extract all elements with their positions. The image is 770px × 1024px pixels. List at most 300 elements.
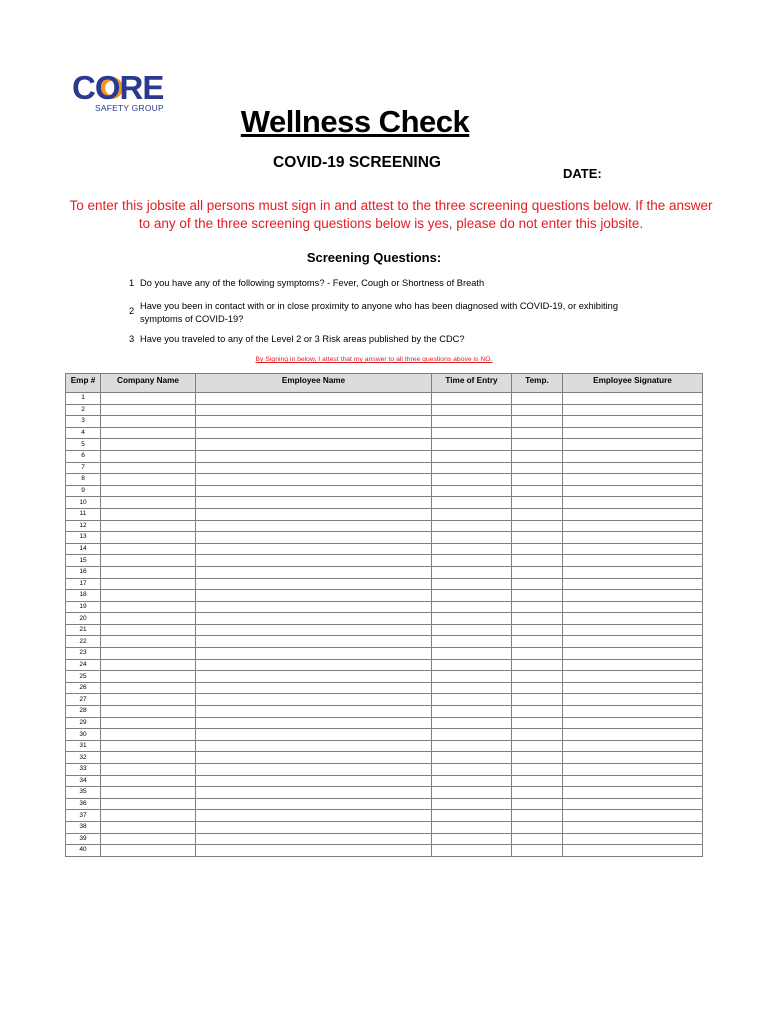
temp-cell[interactable] [512, 508, 563, 520]
signature-cell[interactable] [563, 775, 703, 787]
time-of-entry-cell[interactable] [432, 601, 512, 613]
employee-name-cell[interactable] [196, 821, 432, 833]
emp-number-cell: 24 [66, 659, 101, 671]
emp-number-cell: 13 [66, 532, 101, 544]
temp-cell[interactable] [512, 845, 563, 857]
signature-cell[interactable] [563, 439, 703, 451]
entry-notice-line-2: to any of the three screening questions below is yes, please do not enter this jobsite. [138, 216, 644, 231]
company-name-cell[interactable] [101, 613, 196, 625]
company-name-cell[interactable] [101, 671, 196, 683]
emp-number-cell: 33 [66, 764, 101, 776]
temp-cell[interactable] [512, 636, 563, 648]
time-of-entry-cell[interactable] [432, 740, 512, 752]
emp-number-cell: 39 [66, 833, 101, 845]
employee-name-cell[interactable] [196, 845, 432, 857]
emp-number-cell: 31 [66, 740, 101, 752]
signature-cell[interactable] [563, 404, 703, 416]
employee-name-cell[interactable] [196, 833, 432, 845]
employee-name-cell[interactable] [196, 404, 432, 416]
emp-number-cell: 25 [66, 671, 101, 683]
time-of-entry-cell[interactable] [432, 752, 512, 764]
table-row [66, 404, 703, 416]
temp-cell[interactable] [512, 566, 563, 578]
temp-cell[interactable] [512, 450, 563, 462]
temp-cell[interactable] [512, 601, 563, 613]
temp-cell[interactable] [512, 578, 563, 590]
table-row [66, 439, 703, 451]
employee-name-cell[interactable] [196, 787, 432, 799]
company-name-cell[interactable] [101, 462, 196, 474]
table-row [66, 798, 703, 810]
employee-name-cell[interactable] [196, 775, 432, 787]
table-row [66, 485, 703, 497]
emp-number-cell: 11 [66, 508, 101, 520]
signature-cell[interactable] [563, 613, 703, 625]
employee-name-cell[interactable] [196, 520, 432, 532]
question-text: Have you been in contact with or in close proximity to anyone who has been diagnosed with COVID-19, or exhibiting symptoms of COVID-19? [140, 301, 619, 324]
emp-number-cell: 28 [66, 706, 101, 718]
time-of-entry-cell[interactable] [432, 543, 512, 555]
time-of-entry-cell[interactable] [432, 508, 512, 520]
company-name-cell[interactable] [101, 485, 196, 497]
signature-cell[interactable] [563, 740, 703, 752]
table-row [66, 462, 703, 474]
company-name-cell[interactable] [101, 833, 196, 845]
page-title: Wellness Check [240, 104, 470, 139]
employee-name-cell[interactable] [196, 810, 432, 822]
temp-cell[interactable] [512, 474, 563, 486]
signature-cell[interactable] [563, 798, 703, 810]
table-row [66, 474, 703, 486]
time-of-entry-cell[interactable] [432, 404, 512, 416]
table-row [66, 508, 703, 520]
table-row [66, 601, 703, 613]
signature-cell[interactable] [563, 717, 703, 729]
signature-cell[interactable] [563, 520, 703, 532]
employee-name-cell[interactable] [196, 543, 432, 555]
signature-cell[interactable] [563, 543, 703, 555]
employee-name-cell[interactable] [196, 682, 432, 694]
employee-name-cell[interactable] [196, 555, 432, 567]
employee-name-cell[interactable] [196, 717, 432, 729]
time-of-entry-cell[interactable] [432, 798, 512, 810]
column-header-time-of-entry: Time of Entry [432, 374, 512, 393]
emp-number-cell: 18 [66, 590, 101, 602]
company-name-cell[interactable] [101, 508, 196, 520]
employee-name-cell[interactable] [196, 590, 432, 602]
company-name-cell[interactable] [101, 624, 196, 636]
emp-number-cell: 20 [66, 613, 101, 625]
emp-number-cell: 2 [66, 404, 101, 416]
temp-cell[interactable] [512, 798, 563, 810]
signature-cell[interactable] [563, 682, 703, 694]
employee-name-cell[interactable] [196, 578, 432, 590]
time-of-entry-cell[interactable] [432, 520, 512, 532]
page-subtitle: COVID-19 SCREENING [273, 154, 441, 171]
table-row [66, 810, 703, 822]
employee-name-cell[interactable] [196, 636, 432, 648]
emp-number-cell: 12 [66, 520, 101, 532]
temp-cell[interactable] [512, 427, 563, 439]
table-row [66, 555, 703, 567]
signature-cell[interactable] [563, 764, 703, 776]
emp-number-cell: 30 [66, 729, 101, 741]
table-row [66, 566, 703, 578]
column-header-company-name: Company Name [101, 374, 196, 393]
table-row [66, 636, 703, 648]
signature-cell[interactable] [563, 508, 703, 520]
table-row [66, 520, 703, 532]
question-number: 1 [129, 278, 135, 288]
table-row [66, 682, 703, 694]
table-row [66, 740, 703, 752]
time-of-entry-cell[interactable] [432, 427, 512, 439]
table-row [66, 393, 703, 405]
company-name-cell[interactable] [101, 659, 196, 671]
emp-number-cell: 17 [66, 578, 101, 590]
signature-cell[interactable] [563, 601, 703, 613]
temp-cell[interactable] [512, 659, 563, 671]
temp-cell[interactable] [512, 624, 563, 636]
signature-cell[interactable] [563, 694, 703, 706]
temp-cell[interactable] [512, 648, 563, 660]
time-of-entry-cell[interactable] [432, 485, 512, 497]
employee-name-cell[interactable] [196, 740, 432, 752]
employee-name-cell[interactable] [196, 752, 432, 764]
company-name-cell[interactable] [101, 532, 196, 544]
emp-number-cell: 40 [66, 845, 101, 857]
signature-cell[interactable] [563, 787, 703, 799]
employee-name-cell[interactable] [196, 508, 432, 520]
emp-number-cell: 29 [66, 717, 101, 729]
screening-heading: Screening Questions: [306, 250, 442, 265]
question-text: Do you have any of the following symptoms? - Fever, Cough or Shortness of Breath [140, 278, 485, 288]
temp-cell[interactable] [512, 833, 563, 845]
signature-cell[interactable] [563, 845, 703, 857]
employee-name-cell[interactable] [196, 532, 432, 544]
employee-name-cell[interactable] [196, 439, 432, 451]
employee-name-cell[interactable] [196, 729, 432, 741]
time-of-entry-cell[interactable] [432, 706, 512, 718]
employee-name-cell[interactable] [196, 462, 432, 474]
emp-number-cell: 36 [66, 798, 101, 810]
time-of-entry-cell[interactable] [432, 474, 512, 486]
table-row [66, 717, 703, 729]
signature-cell[interactable] [563, 706, 703, 718]
signature-cell[interactable] [563, 450, 703, 462]
time-of-entry-cell[interactable] [432, 833, 512, 845]
temp-cell[interactable] [512, 810, 563, 822]
company-name-cell[interactable] [101, 555, 196, 567]
company-name-cell[interactable] [101, 416, 196, 428]
company-name-cell[interactable] [101, 590, 196, 602]
temp-cell[interactable] [512, 706, 563, 718]
temp-cell[interactable] [512, 555, 563, 567]
time-of-entry-cell[interactable] [432, 671, 512, 683]
emp-number-cell: 37 [66, 810, 101, 822]
employee-name-cell[interactable] [196, 764, 432, 776]
employee-name-cell[interactable] [196, 393, 432, 405]
company-name-cell[interactable] [101, 474, 196, 486]
signature-cell[interactable] [563, 555, 703, 567]
employee-name-cell[interactable] [196, 485, 432, 497]
temp-cell[interactable] [512, 740, 563, 752]
signature-cell[interactable] [563, 833, 703, 845]
table-row [66, 543, 703, 555]
column-header-temp: Temp. [512, 374, 563, 393]
employee-name-cell[interactable] [196, 450, 432, 462]
entry-notice-line-1: To enter this jobsite all persons must sign in and attest to the three screening questions below. If the answer [69, 198, 713, 213]
temp-cell[interactable] [512, 416, 563, 428]
company-name-cell[interactable] [101, 578, 196, 590]
table-row [66, 427, 703, 439]
signature-cell[interactable] [563, 590, 703, 602]
emp-number-cell: 10 [66, 497, 101, 509]
time-of-entry-cell[interactable] [432, 810, 512, 822]
employee-name-cell[interactable] [196, 798, 432, 810]
signature-cell[interactable] [563, 624, 703, 636]
temp-cell[interactable] [512, 497, 563, 509]
entry-notice [40, 197, 742, 233]
question-number: 2 [129, 306, 135, 316]
table-row [66, 764, 703, 776]
table-row [66, 729, 703, 741]
company-name-cell[interactable] [101, 648, 196, 660]
temp-cell[interactable] [512, 821, 563, 833]
temp-cell[interactable] [512, 717, 563, 729]
emp-number-cell: 21 [66, 624, 101, 636]
table-row [66, 613, 703, 625]
temp-cell[interactable] [512, 543, 563, 555]
company-name-cell[interactable] [101, 717, 196, 729]
time-of-entry-cell[interactable] [432, 462, 512, 474]
time-of-entry-cell[interactable] [432, 787, 512, 799]
company-name-cell[interactable] [101, 706, 196, 718]
signature-cell[interactable] [563, 497, 703, 509]
temp-cell[interactable] [512, 775, 563, 787]
time-of-entry-cell[interactable] [432, 659, 512, 671]
date-label: DATE: [563, 166, 602, 181]
emp-number-cell: 38 [66, 821, 101, 833]
company-name-cell[interactable] [101, 682, 196, 694]
signature-cell[interactable] [563, 427, 703, 439]
signature-cell[interactable] [563, 566, 703, 578]
table-row [66, 821, 703, 833]
emp-number-cell: 15 [66, 555, 101, 567]
company-name-cell[interactable] [101, 798, 196, 810]
temp-cell[interactable] [512, 671, 563, 683]
signature-cell[interactable] [563, 636, 703, 648]
table-row [66, 833, 703, 845]
time-of-entry-cell[interactable] [432, 729, 512, 741]
company-name-cell[interactable] [101, 520, 196, 532]
company-name-cell[interactable] [101, 404, 196, 416]
time-of-entry-cell[interactable] [432, 590, 512, 602]
company-name-cell[interactable] [101, 752, 196, 764]
company-name-cell[interactable] [101, 427, 196, 439]
time-of-entry-cell[interactable] [432, 578, 512, 590]
time-of-entry-cell[interactable] [432, 497, 512, 509]
time-of-entry-cell[interactable] [432, 764, 512, 776]
emp-number-cell: 32 [66, 752, 101, 764]
employee-name-cell[interactable] [196, 706, 432, 718]
company-name-cell[interactable] [101, 821, 196, 833]
signature-cell[interactable] [563, 821, 703, 833]
employee-name-cell[interactable] [196, 566, 432, 578]
employee-name-cell[interactable] [196, 427, 432, 439]
employee-name-cell[interactable] [196, 648, 432, 660]
company-name-cell[interactable] [101, 450, 196, 462]
logo-subline: SAFETY GROUP [95, 103, 164, 113]
signature-cell[interactable] [563, 752, 703, 764]
signature-cell[interactable] [563, 578, 703, 590]
column-header-employee-signature: Employee Signature [563, 374, 703, 393]
employee-name-cell[interactable] [196, 694, 432, 706]
emp-number-cell: 34 [66, 775, 101, 787]
signature-cell[interactable] [563, 485, 703, 497]
sign-in-table [65, 373, 703, 857]
temp-cell[interactable] [512, 485, 563, 497]
table-row [66, 845, 703, 857]
temp-cell[interactable] [512, 439, 563, 451]
employee-name-cell[interactable] [196, 474, 432, 486]
emp-number-cell: 14 [66, 543, 101, 555]
time-of-entry-cell[interactable] [432, 566, 512, 578]
time-of-entry-cell[interactable] [432, 439, 512, 451]
company-name-cell[interactable] [101, 694, 196, 706]
time-of-entry-cell[interactable] [432, 717, 512, 729]
table-header-row [66, 374, 703, 393]
time-of-entry-cell[interactable] [432, 682, 512, 694]
time-of-entry-cell[interactable] [432, 624, 512, 636]
time-of-entry-cell[interactable] [432, 393, 512, 405]
signature-cell[interactable] [563, 659, 703, 671]
temp-cell[interactable] [512, 532, 563, 544]
time-of-entry-cell[interactable] [432, 775, 512, 787]
table-row [66, 450, 703, 462]
company-name-cell[interactable] [101, 543, 196, 555]
emp-number-cell: 3 [66, 416, 101, 428]
time-of-entry-cell[interactable] [432, 416, 512, 428]
temp-cell[interactable] [512, 729, 563, 741]
temp-cell[interactable] [512, 682, 563, 694]
employee-name-cell[interactable] [196, 601, 432, 613]
table-row [66, 416, 703, 428]
company-name-cell[interactable] [101, 729, 196, 741]
emp-number-cell: 26 [66, 682, 101, 694]
temp-cell[interactable] [512, 590, 563, 602]
table-row [66, 752, 703, 764]
signature-cell[interactable] [563, 671, 703, 683]
logo-wordmark: CORE [72, 69, 164, 106]
signature-cell[interactable] [563, 532, 703, 544]
emp-number-cell: 4 [66, 427, 101, 439]
time-of-entry-cell[interactable] [432, 613, 512, 625]
emp-number-cell: 9 [66, 485, 101, 497]
employee-name-cell[interactable] [196, 671, 432, 683]
signature-cell[interactable] [563, 810, 703, 822]
emp-number-cell: 19 [66, 601, 101, 613]
temp-cell[interactable] [512, 764, 563, 776]
question-number: 3 [129, 334, 135, 344]
table-row [66, 648, 703, 660]
employee-name-cell[interactable] [196, 659, 432, 671]
emp-number-cell: 8 [66, 474, 101, 486]
signature-cell[interactable] [563, 648, 703, 660]
time-of-entry-cell[interactable] [432, 694, 512, 706]
company-name-cell[interactable] [101, 393, 196, 405]
table-row [66, 590, 703, 602]
emp-number-cell: 5 [66, 439, 101, 451]
company-name-cell[interactable] [101, 764, 196, 776]
temp-cell[interactable] [512, 694, 563, 706]
employee-name-cell[interactable] [196, 624, 432, 636]
table-row [66, 659, 703, 671]
temp-cell[interactable] [512, 752, 563, 764]
emp-number-cell: 16 [66, 566, 101, 578]
time-of-entry-cell[interactable] [432, 648, 512, 660]
temp-cell[interactable] [512, 520, 563, 532]
table-row [66, 775, 703, 787]
signature-cell[interactable] [563, 474, 703, 486]
table-row [66, 787, 703, 799]
emp-number-cell: 27 [66, 694, 101, 706]
time-of-entry-cell[interactable] [432, 636, 512, 648]
time-of-entry-cell[interactable] [432, 845, 512, 857]
company-name-cell[interactable] [101, 636, 196, 648]
time-of-entry-cell[interactable] [432, 450, 512, 462]
emp-number-cell: 1 [66, 393, 101, 405]
company-name-cell[interactable] [101, 566, 196, 578]
emp-number-cell: 7 [66, 462, 101, 474]
table-row [66, 671, 703, 683]
table-row [66, 578, 703, 590]
company-name-cell[interactable] [101, 845, 196, 857]
signature-cell[interactable] [563, 729, 703, 741]
temp-cell[interactable] [512, 613, 563, 625]
time-of-entry-cell[interactable] [432, 532, 512, 544]
employee-name-cell[interactable] [196, 416, 432, 428]
table-row [66, 624, 703, 636]
emp-number-cell: 22 [66, 636, 101, 648]
column-header-emp-number: Emp # [66, 374, 101, 393]
employee-name-cell[interactable] [196, 613, 432, 625]
temp-cell[interactable] [512, 404, 563, 416]
company-name-cell[interactable] [101, 775, 196, 787]
company-name-cell[interactable] [101, 439, 196, 451]
attestation-statement: By Signing in below, I attest that my answer to all three questions above is NO. [255, 356, 493, 363]
table-row [66, 694, 703, 706]
temp-cell[interactable] [512, 393, 563, 405]
table-row [66, 497, 703, 509]
company-name-cell[interactable] [101, 601, 196, 613]
emp-number-cell: 35 [66, 787, 101, 799]
signature-cell[interactable] [563, 462, 703, 474]
time-of-entry-cell[interactable] [432, 821, 512, 833]
employee-name-cell[interactable] [196, 497, 432, 509]
company-name-cell[interactable] [101, 497, 196, 509]
company-name-cell[interactable] [101, 787, 196, 799]
signature-cell[interactable] [563, 416, 703, 428]
question-text: Have you traveled to any of the Level 2 or 3 Risk areas published by the CDC? [140, 334, 465, 344]
temp-cell[interactable] [512, 462, 563, 474]
time-of-entry-cell[interactable] [432, 555, 512, 567]
signature-cell[interactable] [563, 393, 703, 405]
column-header-employee-name: Employee Name [196, 374, 432, 393]
company-name-cell[interactable] [101, 810, 196, 822]
company-name-cell[interactable] [101, 740, 196, 752]
temp-cell[interactable] [512, 787, 563, 799]
